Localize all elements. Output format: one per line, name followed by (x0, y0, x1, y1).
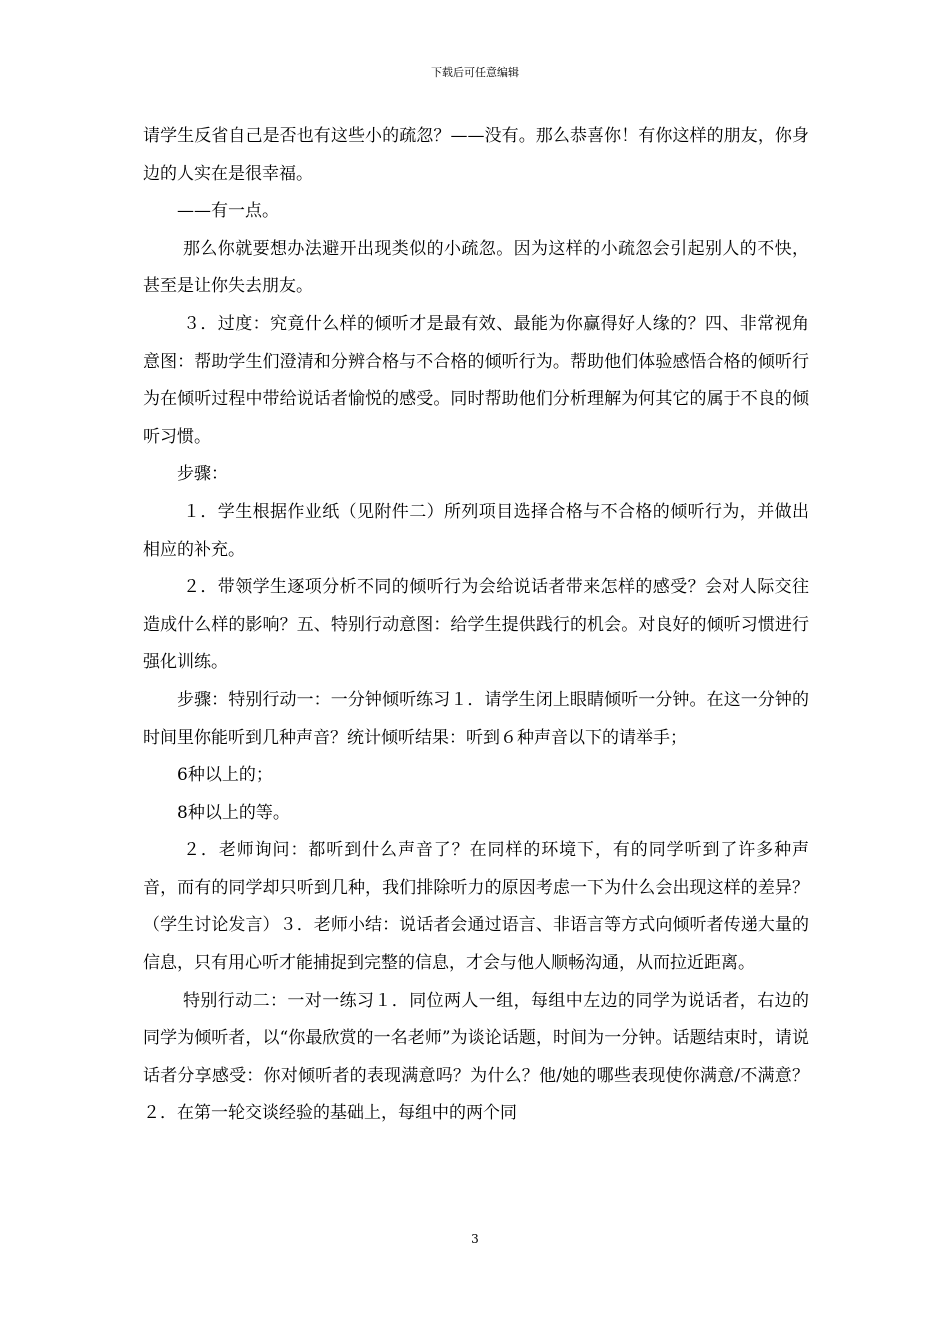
page-header: 下载后可任意编辑 (431, 66, 519, 79)
paragraph-1: 请学生反省自己是否也有这些小的疏忽？——没有。那么恭喜你！有你这样的朋友，你身边的人实在是很幸福。 (143, 126, 809, 184)
paragraph-7: ２．带领学生逐项分析不同的倾听行为会给说话者带来怎样的感受？会对人际交往造成什么样的影响？五、特别行动意图：给学生提供践行的机会。对良好的倾听习惯进行强化训练。 (143, 577, 809, 673)
paragraph-12: 特别行动二：一对一练习１．同位两人一组，每组中左边的同学为说话者，右边的同学为倾听者，以“你最欣赏的一名老师”为谈论话题，时间为一分钟。话题结束时，请说话者分享感受：你对倾听者的表现满意吗？为什么？他/她的哪些表现使你满意/不满意？２．在第一轮交谈经验的基础上，每组中的两个同 (143, 990, 809, 1124)
paragraph-3: 那么你就要想办法避开出现类似的小疏忽。因为这样的小疏忽会引起别人的不快，甚至是让你失去朋友。 (143, 238, 809, 297)
document-body (143, 118, 809, 1133)
paragraph-5: 步骤： (177, 464, 228, 485)
paragraph-8: 步骤：特别行动一：一分钟倾听练习１．请学生闭上眼睛倾听一分钟。在这一分钟的时间里你能听到几种声音？统计倾听结果：听到６种声音以下的请举手； (143, 689, 809, 748)
paragraph-2: ——有一点。 (177, 201, 279, 222)
paragraph-11: ２．老师询问：都听到什么声音了？在同样的环境下，有的同学听到了许多种声音，而有的同学却只听到几种，我们排除听力的原因考虑一下为什么会出现这样的差异？（学生讨论发言）３．老师小结：说话者会通过语言、非语言等方式向倾听者传递大量的信息，只有用心听才能捕捉到完整的信息，才会与他人顺畅沟通，从而拉近距离。 (143, 840, 809, 974)
paragraph-10: 8种以上的等。 (177, 802, 290, 823)
paragraph-6: １．学生根据作业纸（见附件二）所列项目选择合格与不合格的倾听行为，并做出相应的补充。 (143, 501, 809, 560)
paragraph-9: 6种以上的； (177, 765, 273, 786)
paragraph-4: ３．过度：究竟什么样的倾听才是最有效、最能为你赢得好人缘的？四、非常视角意图：帮助学生们澄清和分辨合格与不合格的倾听行为。帮助他们体验感悟合格的倾听行为在倾听过程中带给说话者愉悦的感受。同时帮助他们分析理解为何其它的属于不良的倾听习惯。 (143, 313, 809, 447)
page-number: 3 (471, 1232, 479, 1246)
